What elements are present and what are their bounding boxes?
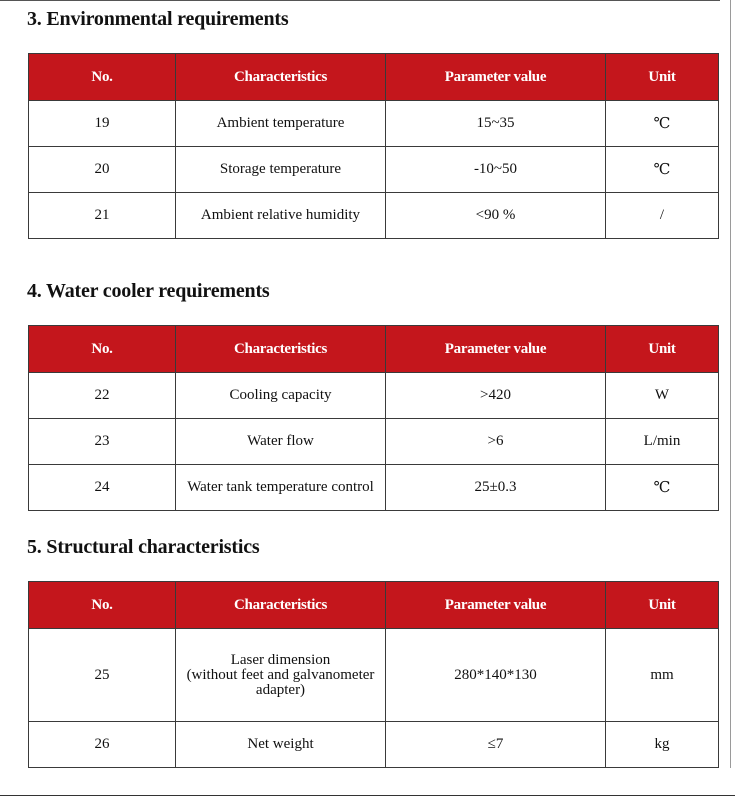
section-title-environmental: 3. Environmental requirements bbox=[27, 8, 289, 30]
section-title-structural: 5. Structural characteristics bbox=[27, 536, 260, 558]
row-characteristic bbox=[176, 629, 386, 722]
bottom-rule bbox=[0, 795, 735, 796]
row-unit: kg bbox=[606, 722, 719, 768]
characteristic-line: adapter) bbox=[255, 681, 306, 698]
row-characteristic: Storage temperature bbox=[176, 147, 386, 193]
header-characteristics: Characteristics bbox=[176, 326, 386, 373]
row-parameter-value: ≤7 bbox=[386, 722, 606, 768]
table-row bbox=[29, 419, 719, 465]
header-unit: Unit bbox=[606, 326, 719, 373]
header-parameter-value: Parameter value bbox=[386, 582, 606, 629]
row-unit: ℃ bbox=[606, 147, 719, 193]
row-characteristic: Water tank temperature control bbox=[176, 465, 386, 511]
row-number: 25 bbox=[29, 629, 176, 722]
row-characteristic: Ambient relative humidity bbox=[176, 193, 386, 239]
row-parameter-value: <90 % bbox=[386, 193, 606, 239]
water-cooler-requirements-table bbox=[28, 325, 719, 511]
table-header-row bbox=[29, 326, 719, 373]
row-parameter-value: >6 bbox=[386, 419, 606, 465]
row-unit: mm bbox=[606, 629, 719, 722]
row-unit: ℃ bbox=[606, 465, 719, 511]
header-unit: Unit bbox=[606, 582, 719, 629]
header-no: No. bbox=[29, 326, 176, 373]
header-parameter-value: Parameter value bbox=[386, 326, 606, 373]
table-row bbox=[29, 629, 719, 722]
top-rule bbox=[0, 0, 720, 1]
row-number: 19 bbox=[29, 101, 176, 147]
table-row bbox=[29, 101, 719, 147]
header-parameter-value: Parameter value bbox=[386, 54, 606, 101]
row-characteristic: Ambient temperature bbox=[176, 101, 386, 147]
environmental-requirements-table bbox=[28, 53, 719, 239]
row-number: 21 bbox=[29, 193, 176, 239]
table-row bbox=[29, 465, 719, 511]
row-parameter-value: 280*140*130 bbox=[386, 629, 606, 722]
section-title-water-cooler: 4. Water cooler requirements bbox=[27, 280, 270, 302]
characteristic-line: Laser dimension bbox=[230, 651, 331, 668]
row-unit: ℃ bbox=[606, 101, 719, 147]
row-parameter-value: 25±0.3 bbox=[386, 465, 606, 511]
row-parameter-value: >420 bbox=[386, 373, 606, 419]
header-unit: Unit bbox=[606, 54, 719, 101]
table-row bbox=[29, 193, 719, 239]
table-header-row bbox=[29, 54, 719, 101]
page-edge bbox=[730, 0, 731, 768]
row-number: 23 bbox=[29, 419, 176, 465]
row-parameter-value: -10~50 bbox=[386, 147, 606, 193]
header-no: No. bbox=[29, 582, 176, 629]
row-number: 24 bbox=[29, 465, 176, 511]
row-unit: / bbox=[606, 193, 719, 239]
table-row bbox=[29, 147, 719, 193]
row-unit: W bbox=[606, 373, 719, 419]
row-number: 26 bbox=[29, 722, 176, 768]
row-number: 20 bbox=[29, 147, 176, 193]
row-characteristic: Water flow bbox=[176, 419, 386, 465]
table-row bbox=[29, 722, 719, 768]
row-unit: L/min bbox=[606, 419, 719, 465]
header-characteristics: Characteristics bbox=[176, 582, 386, 629]
header-characteristics: Characteristics bbox=[176, 54, 386, 101]
table-row bbox=[29, 373, 719, 419]
structural-characteristics-table bbox=[28, 581, 719, 768]
row-parameter-value: 15~35 bbox=[386, 101, 606, 147]
row-characteristic: Net weight bbox=[176, 722, 386, 768]
table-header-row bbox=[29, 582, 719, 629]
characteristic-line: (without feet and galvanometer bbox=[186, 666, 375, 683]
header-no: No. bbox=[29, 54, 176, 101]
row-characteristic: Cooling capacity bbox=[176, 373, 386, 419]
row-number: 22 bbox=[29, 373, 176, 419]
